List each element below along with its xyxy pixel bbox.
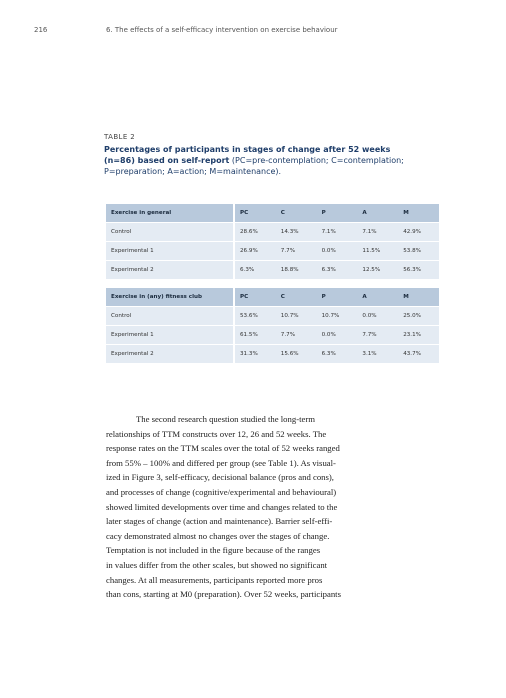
column-header: M	[398, 288, 439, 307]
section-title: Exercise in (any) fitness club	[106, 288, 233, 307]
row-group: Experimental 1	[106, 326, 233, 345]
table-row	[106, 307, 439, 326]
table-row	[106, 326, 439, 345]
table-cell: 61.5%	[235, 326, 276, 345]
column-header: C	[276, 288, 317, 307]
paragraph-line: ized in Figure 3, self-efficacy, decisional balance (pros and cons),	[106, 472, 334, 483]
paragraph-line: later stages of change (action and maintenance). Barrier self-effi-	[106, 516, 333, 527]
row-group: Experimental 2	[106, 345, 233, 364]
table-cell: 0.0%	[317, 326, 358, 345]
column-header: A	[357, 204, 398, 223]
body-paragraph	[106, 412, 406, 602]
table-cell: 6.3%	[317, 261, 358, 280]
table-cell: 28.6%	[235, 223, 276, 242]
table-cell: 31.3%	[235, 345, 276, 364]
table-cell: 7.7%	[357, 326, 398, 345]
table-cell: 7.1%	[317, 223, 358, 242]
table-cell: 10.7%	[276, 307, 317, 326]
paragraph-line: cacy demonstrated almost no changes over the stages of change.	[106, 530, 330, 541]
table-cell: 10.7%	[317, 307, 358, 326]
table-cell: 42.9%	[398, 223, 439, 242]
paragraph-line: and processes of change (cognitive/experimental and behavioural)	[106, 486, 337, 497]
paragraph-line: from 55% – 100% and differed per group (see Table 1). As visual-	[106, 457, 336, 468]
row-group: Control	[106, 307, 233, 326]
paragraph-line: relationships of TTM constructs over 12, 26 and 52 weeks. The	[106, 428, 327, 439]
column-header: PC	[235, 288, 276, 307]
table-exercise-general	[106, 204, 439, 280]
column-header: C	[276, 204, 317, 223]
table-cell: 3.1%	[357, 345, 398, 364]
column-header: P	[317, 204, 358, 223]
table-cell: 15.6%	[276, 345, 317, 364]
column-header: A	[357, 288, 398, 307]
row-group: Control	[106, 223, 233, 242]
table-caption-block	[104, 133, 404, 177]
row-group: Experimental 2	[106, 261, 233, 280]
table-header-row	[106, 288, 439, 307]
table-caption	[104, 144, 404, 177]
table-cell: 12.5%	[357, 261, 398, 280]
column-header: P	[317, 288, 358, 307]
table-cell: 7.1%	[357, 223, 398, 242]
page-number: 216	[34, 26, 48, 34]
table-cell: 53.8%	[398, 242, 439, 261]
table-row	[106, 242, 439, 261]
table-cell: 18.8%	[276, 261, 317, 280]
table-cell: 53.6%	[235, 307, 276, 326]
table-cell: 7.7%	[276, 326, 317, 345]
table-cell: 25.0%	[398, 307, 439, 326]
paragraph-line: Temptation is not included in the figure because of the ranges	[106, 545, 321, 556]
table-caption-rest: (PC=pre-contemplation; C=contemplation; P=preparation; A=action; M=maintenance).	[104, 156, 404, 176]
section-title: Exercise in general	[106, 204, 233, 223]
paragraph-line: response rates on the TTM scales over the total of 52 weeks ranged	[106, 443, 340, 454]
table-row	[106, 261, 439, 280]
table-fitness-club	[106, 288, 439, 364]
paragraph-line: showed limited developments over time and changes related to the	[106, 501, 338, 512]
table-cell: 14.3%	[276, 223, 317, 242]
paragraph-line: in values differ from the other scales, but showed no significant	[106, 559, 328, 570]
paragraph-line: than cons, starting at M0 (preparation). Over 52 weeks, participants	[106, 589, 341, 600]
table-cell: 6.3%	[317, 345, 358, 364]
table-cell: 11.5%	[357, 242, 398, 261]
paragraph-line: changes. At all measurements, participants reported more pros	[106, 574, 323, 585]
paragraph-line: The second research question studied the long-term	[136, 414, 316, 424]
table-cell: 6.3%	[235, 261, 276, 280]
table-cell: 0.0%	[317, 242, 358, 261]
table-cell: 43.7%	[398, 345, 439, 364]
row-group: Experimental 1	[106, 242, 233, 261]
column-header: M	[398, 204, 439, 223]
chapter-title: 6. The effects of a self-efficacy intervention on exercise behaviour	[106, 26, 338, 34]
table-cell: 26.9%	[235, 242, 276, 261]
table-caption-bold: Percentages of participants in stages of change after 52 weeks (n=86) based on self-report	[104, 145, 391, 165]
table-cell: 0.0%	[357, 307, 398, 326]
table-cell: 7.7%	[276, 242, 317, 261]
table-cell: 23.1%	[398, 326, 439, 345]
table-label: TABLE 2	[104, 133, 136, 141]
table-row	[106, 223, 439, 242]
table-cell: 56.3%	[398, 261, 439, 280]
table-row	[106, 345, 439, 364]
table-header-row	[106, 204, 439, 223]
column-header: PC	[235, 204, 276, 223]
